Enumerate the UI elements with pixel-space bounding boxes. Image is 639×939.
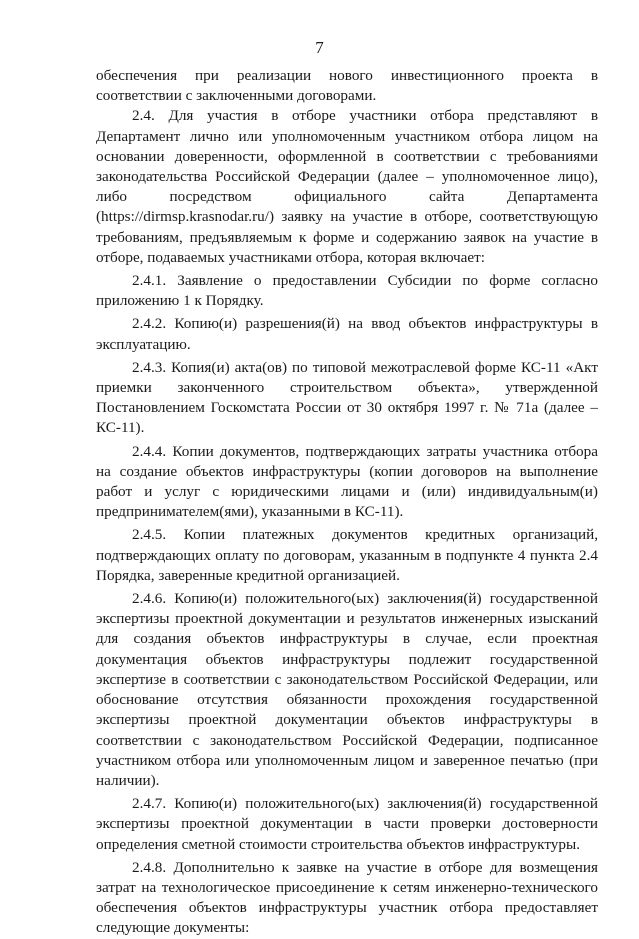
paragraph-2-4-2: 2.4.2. Копию(и) разрешения(й) на ввод объектов инфраструктуры в эксплуатацию. [96, 315, 598, 353]
paragraph-continuation: обеспечения при реализации нового инвестиционного проекта в соответствии с заключенными договорами. [96, 67, 598, 105]
paragraph-2-4-3: 2.4.3. Копия(и) акта(ов) по типовой межотраслевой форме КС-11 «Акт приемки законченного строительством объекта», утвержденной Постановлением Госкомстата России от 30 октября 1997 г. № 71а (далее – КС-11). [96, 358, 598, 437]
paragraph-2-4-4: 2.4.4. Копии документов, подтверждающих затраты участника отбора на создание объектов инфраструктуры (копии договоров на выполнение работ и услуг с юридическими лицами и (или) индивидуальным(и) предпринимателем(ями), указанными в КС-11). [96, 442, 598, 521]
paragraph-2-4-5: 2.4.5. Копии платежных документов кредитных организаций, подтверждающих оплату по договорам, указанным в подпункте 4 пункта 2.4 Порядка, заверенные кредитной организацией. [96, 526, 598, 584]
page-number: 7 [315, 38, 324, 57]
paragraph-2-4-6: 2.4.6. Копию(и) положительного(ых) заключения(й) государственной экспертизы проектной документации и результатов инженерных изысканий для создания объектов инфраструктуры в случае, если проектная документация объектов инфраструктуры подлежит государственной экспертизе в соответствии с законодательством Российской Федерации, или обоснование отсутствия обязанности прохождения государственной экспертизы проектной документации объектов инфраструктуры в соответствии с законодательством Российской Федерации, подписанное участником отбора или уполномоченным лицом и заверенное печатью (при наличии). [96, 590, 598, 789]
paragraph-2-4-7: 2.4.7. Копию(и) положительного(ых) заключения(й) государственной экспертизы проектной документации в части проверки достоверности определения сметной стоимости строительства объектов инфраструктуры. [96, 795, 598, 853]
paragraph-2-4-8: 2.4.8. Дополнительно к заявке на участие в отборе для возмещения затрат на технологическое присоединение к сетям инженерно-технического обеспечения объектов инфраструктуры участник отбора предоставляет следующие документы: [96, 858, 598, 937]
paragraph-2-4: 2.4. Для участия в отборе участники отбора представляют в Департамент лично или уполномоченным участником отбора лицом на основании доверенности, оформленной в соответствии с требованиями законодательства Российской Федерации (далее – уполномоченное лицо), либо посредством официального сайта Департамента (https://dirmsp.krasnodar.ru/) заявку на участие в отборе, соответствующую требованиям, предъявляемым к форме и содержанию заявок на участие в отборе, подаваемых участниками отбора, которая включает: [96, 107, 598, 266]
document-body [96, 66, 598, 939]
paragraph-2-4-1: 2.4.1. Заявление о предоставлении Субсидии по форме согласно приложению 1 к Порядку. [96, 272, 598, 310]
